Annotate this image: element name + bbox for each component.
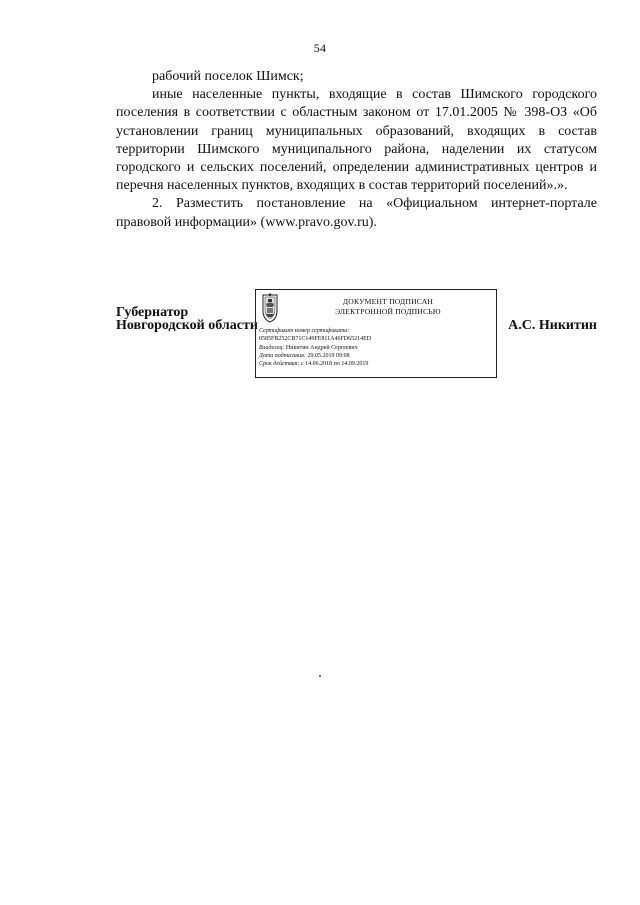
signer-title-line2: Новгородской области bbox=[116, 318, 258, 333]
owner-label: Владелец: bbox=[259, 344, 285, 351]
signed-date-value: 29.05.2019 09:08 bbox=[307, 352, 350, 359]
signed-date-label: Дата подписания: bbox=[259, 352, 306, 359]
document-body bbox=[116, 68, 597, 232]
certificate-value-row bbox=[259, 335, 492, 343]
signer-title bbox=[116, 306, 258, 332]
validity-value: с 14.06.2018 по 14.09.2019 bbox=[300, 361, 369, 368]
stamp-header-line1: ДОКУМЕНТ ПОДПИСАН bbox=[342, 297, 434, 306]
electronic-signature-stamp bbox=[255, 289, 497, 378]
stamp-header bbox=[286, 297, 490, 317]
paragraph-publish: 2. Разместить постановление на «Официальном интернет-портале правовой информации» (www.pravo.gov.ru). bbox=[116, 196, 597, 230]
stray-mark bbox=[319, 675, 321, 677]
signature-block bbox=[116, 288, 597, 383]
stamp-header-line2: ЭЛЕКТРОННОЙ ПОДПИСЬЮ bbox=[335, 307, 441, 316]
owner-value: Никитин Андрей Сергеевич bbox=[285, 344, 358, 351]
signer-title-line1: Губернатор bbox=[116, 305, 189, 320]
certificate-label: Сертификат номер сертификата: bbox=[259, 328, 350, 334]
validity-row bbox=[259, 360, 492, 368]
signed-date-row bbox=[259, 352, 492, 360]
paragraph-other-settlements: иные населенные пункты, входящие в состав Шимского городского поселения в соответствии с областным законом от 17.01.2005 № 398-ОЗ «Об установлении границ муниципальных образований, входящих в состав территории Шимского муниципального района, наделении их статусом городского и сельских поселений, определении административных центров и перечня населенных пунктов, входящих в состав территорий поселений».». bbox=[116, 87, 597, 194]
coat-of-arms-emblem-icon bbox=[260, 293, 280, 323]
signer-name: А.С. Никитин bbox=[508, 318, 597, 333]
page-number: 54 bbox=[313, 41, 327, 55]
stamp-details bbox=[259, 327, 492, 368]
certificate-row bbox=[259, 327, 492, 335]
owner-row bbox=[259, 344, 492, 352]
paragraph-settlement: рабочий поселок Шимск; bbox=[152, 69, 304, 84]
validity-label: Срок действия: bbox=[259, 361, 300, 368]
certificate-value: 0585FB252CB71C149FE811A46FD65214ED bbox=[259, 336, 372, 343]
